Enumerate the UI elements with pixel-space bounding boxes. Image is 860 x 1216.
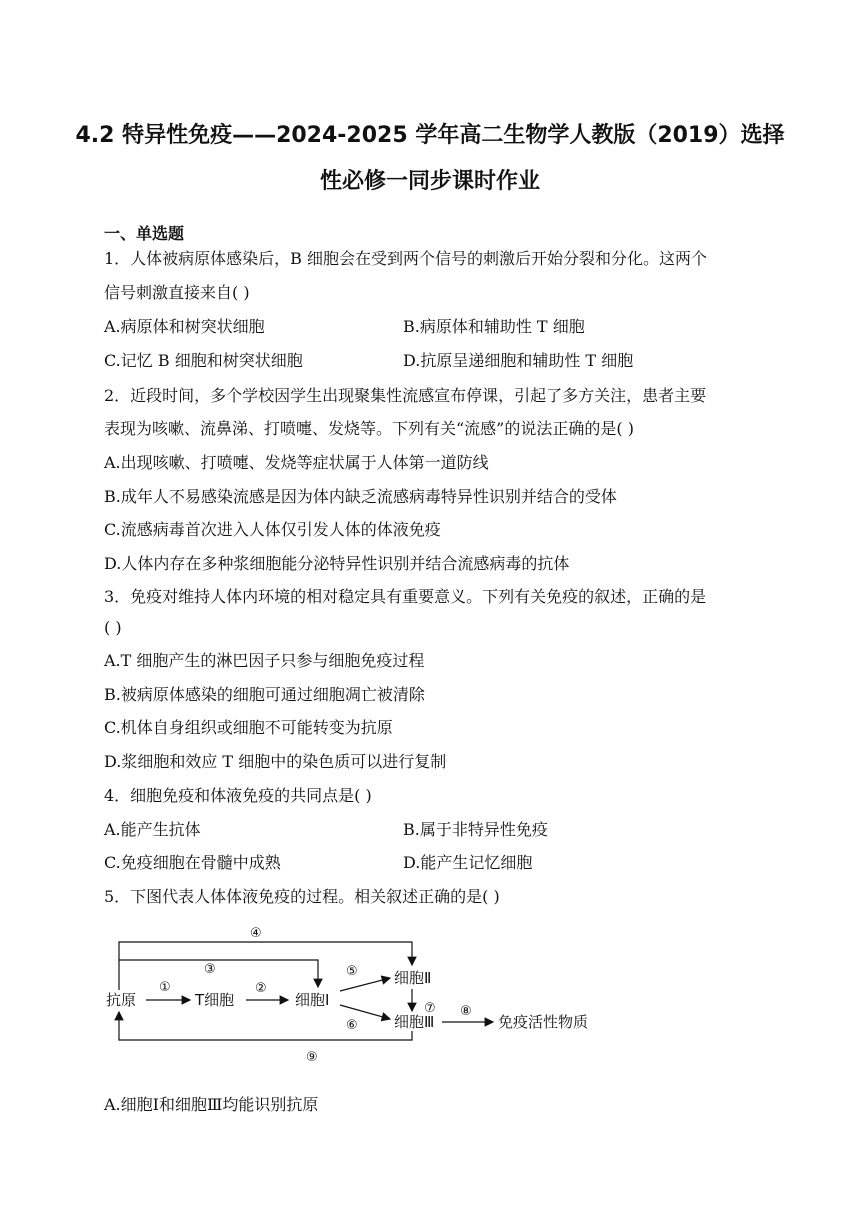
arrow-step-6: [340, 1005, 390, 1019]
step-label-1: ①: [159, 980, 171, 995]
step-label-3: ③: [204, 962, 216, 977]
question-5-stem: 5．下图代表人体体液免疫的过程。相关叙述正确的是( ): [104, 887, 500, 906]
question-3-stem-line1: 3．免疫对维持人体内环境的相对稳定具有重要意义。下列有关免疫的叙述，正确的是: [104, 587, 707, 606]
step-label-6: ⑥: [346, 1018, 358, 1033]
arrow-step-3: [119, 960, 318, 987]
step-label-8: ⑧: [460, 1004, 472, 1019]
step-label-4: ④: [250, 926, 262, 941]
question-3-option-c: C.机体自身组织或细胞不可能转变为抗原: [104, 718, 393, 737]
question-3-option-b: B.被病原体感染的细胞可通过细胞凋亡被清除: [104, 685, 425, 704]
question-4-option-b: B.属于非特异性免疫: [403, 820, 548, 839]
question-4-option-a: A.能产生抗体: [104, 820, 201, 839]
question-2-stem-line2: 表现为咳嗽、流鼻涕、打喷嚏、发烧等。下列有关“流感”的说法正确的是( ): [104, 419, 634, 438]
question-1-option-b: B.病原体和辅助性 T 细胞: [403, 317, 585, 336]
question-5-option-a: A.细胞Ⅰ和细胞Ⅲ均能识别抗原: [104, 1095, 319, 1114]
question-2-option-c: C.流感病毒首次进入人体仅引发人体的体液免疫: [104, 520, 441, 539]
question-4-option-d: D.能产生记忆细胞: [403, 853, 533, 872]
question-1-option-d: D.抗原呈递细胞和辅助性 T 细胞: [403, 351, 634, 370]
node-cell-1: 细胞Ⅰ: [295, 991, 330, 1009]
node-immune-substance: 免疫活性物质: [498, 1013, 589, 1031]
question-2-option-a: A.出现咳嗽、打喷嚏、发烧等症状属于人体第一道防线: [104, 453, 489, 472]
document-title-line1: 4.2 特异性免疫——2024-2025 学年高二生物学人教版（2019）选择: [75, 123, 785, 148]
question-1-option-a: A.病原体和树突状细胞: [104, 317, 265, 336]
node-antigen: 抗原: [106, 991, 137, 1009]
node-t-cell: T细胞: [195, 991, 235, 1009]
question-2-option-b: B.成年人不易感染流感是因为体内缺乏流感病毒特异性识别并结合的受体: [104, 487, 617, 506]
question-2-stem-line1: 2．近段时间，多个学校因学生出现聚集性流感宣布停课，引起了多方关注，患者主要: [104, 386, 707, 405]
question-1-option-c: C.记忆 B 细胞和树突状细胞: [104, 351, 303, 370]
question-4-stem: 4．细胞免疫和体液免疫的共同点是( ): [104, 786, 372, 805]
question-3-option-d: D.浆细胞和效应 T 细胞中的染色质可以进行复制: [104, 752, 447, 771]
node-cell-2: 细胞Ⅱ: [394, 969, 432, 987]
question-2-option-d: D.人体内存在多种浆细胞能分泌特异性识别并结合流感病毒的抗体: [104, 554, 570, 573]
step-label-2: ②: [255, 981, 267, 996]
question-4-option-c: C.免疫细胞在骨髓中成熟: [104, 853, 281, 872]
document-title-line2: 性必修一同步课时作业: [319, 169, 540, 194]
humoral-immunity-diagram: [100, 915, 620, 1075]
arrow-step-9: [119, 1012, 412, 1040]
section-heading: 一、单选题: [104, 224, 185, 243]
step-label-9: ⑨: [306, 1050, 318, 1065]
question-1-stem-line1: 1．人体被病原体感染后，B 细胞会在受到两个信号的刺激后开始分裂和分化。这两个: [104, 249, 708, 268]
arrow-step-5: [340, 978, 390, 991]
question-3-option-a: A.T 细胞产生的淋巴因子只参与细胞免疫过程: [104, 651, 425, 670]
question-3-stem-line2: ( ): [104, 618, 122, 637]
step-label-7: ⑦: [424, 1001, 436, 1016]
question-1-stem-line2: 信号刺激直接来自( ): [104, 283, 250, 302]
node-cell-3: 细胞Ⅲ: [394, 1013, 435, 1031]
step-label-5: ⑤: [346, 964, 358, 979]
